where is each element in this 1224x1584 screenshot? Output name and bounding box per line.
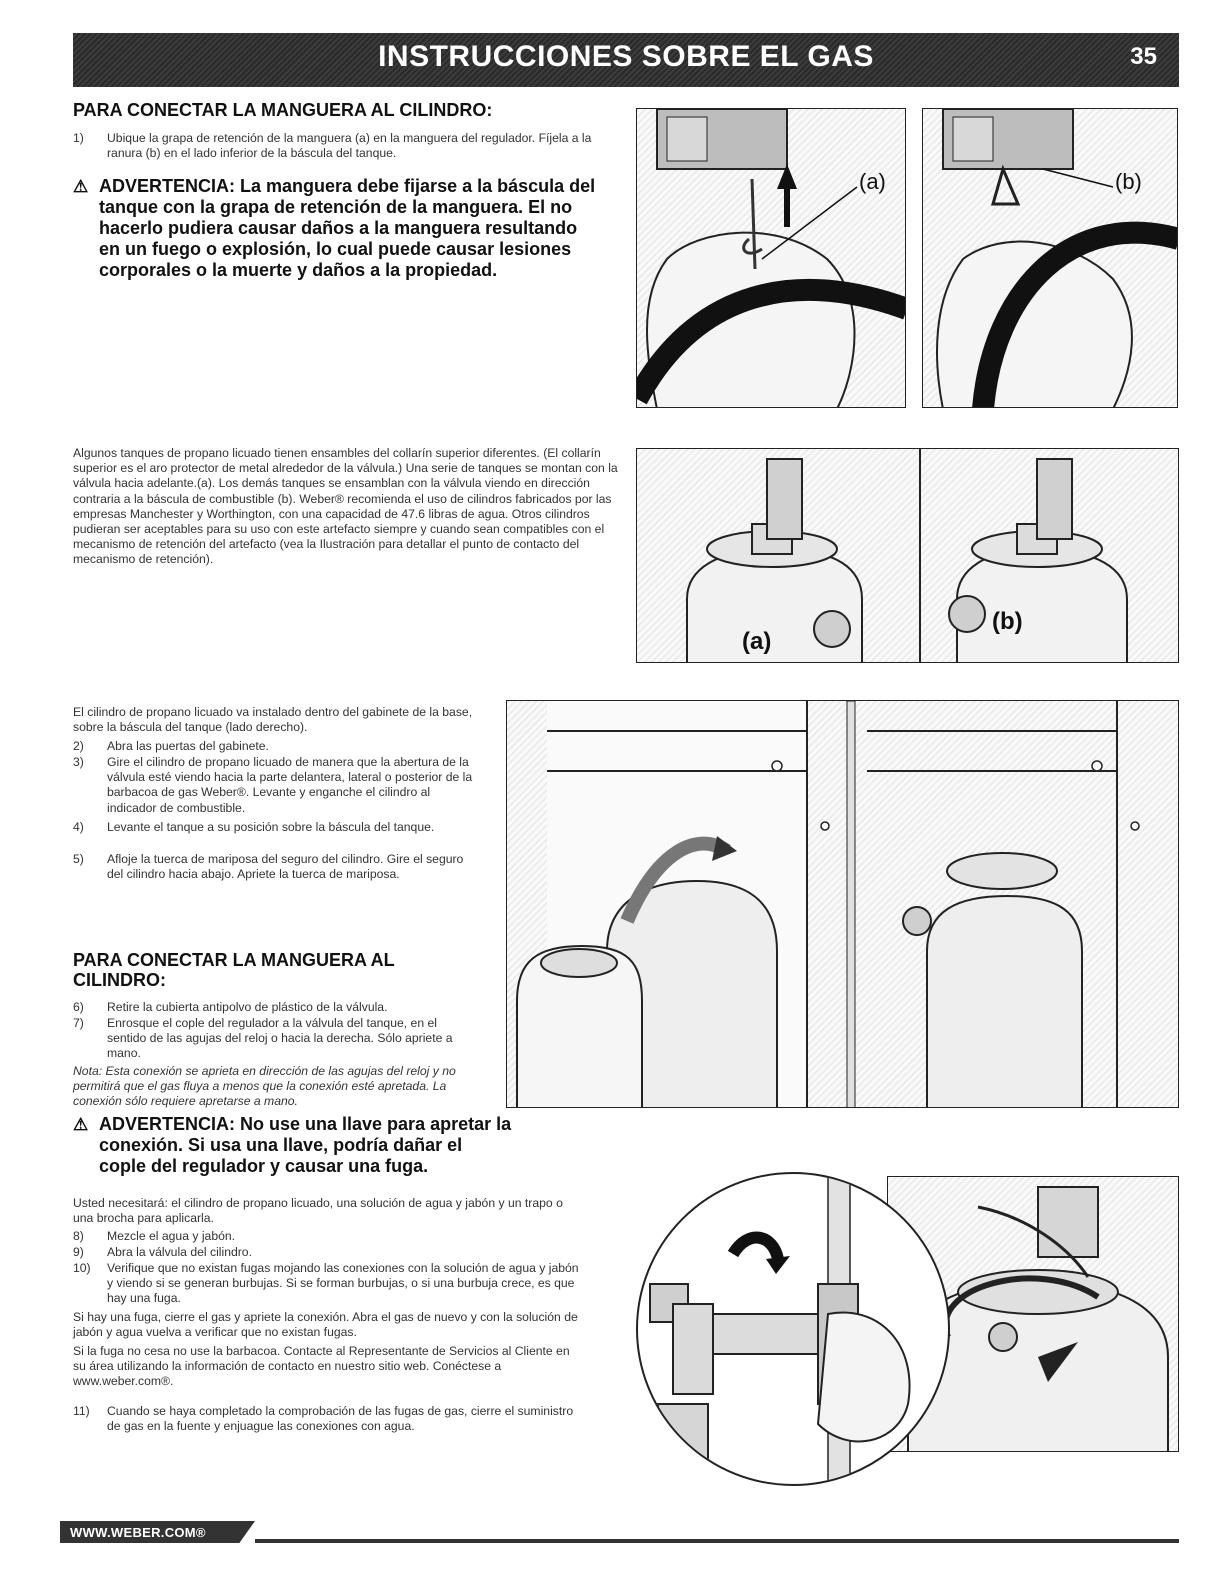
section-heading-connect-hose-2a: PARA CONECTAR LA MANGUERA AL (73, 950, 395, 970)
step-5 (73, 852, 478, 882)
step-1 (73, 131, 613, 161)
page-number: 35 (1130, 43, 1157, 70)
label-b: (b) (1115, 169, 1142, 194)
cylinder-installation-intro: El cilindro de propano licuado va instalado dentro del gabinete de la base, sobre la báscula del tanque (lado derecho). (73, 705, 473, 735)
footer-rule (255, 1539, 1179, 1543)
step-number: 2) (73, 739, 84, 753)
warning-text: ADVERTENCIA: La manguera debe fijarse a la báscula del tanque con la grapa de retención de la manguera. El no hacerlo pudiera causar daños a la manguera resultando en un fuego o explosión, lo cual puede causar lesiones corporales o la muerte y daños a la propiedad. (99, 176, 596, 280)
warning-triangle-icon: ⚠ (73, 177, 89, 196)
leak-repair-paragraph: Si hay una fuga, cierre el gas y apriete la conexión. Abra el gas de nuevo y con la solución de jabón y agua vuelva a verificar que no existan fugas. (73, 1310, 578, 1340)
leak-persists-paragraph: Si la fuga no cesa no use la barbacoa. Contacte al Representante de Servicios al Cliente en su área utilizando la información de contacto en nuestro sitio web. Conéctese a www.weber.com®. (73, 1344, 570, 1389)
page-title: INSTRUCCIONES SOBRE EL GAS (378, 40, 874, 73)
step-number: 1) (73, 131, 84, 145)
step-number: 6) (73, 1000, 84, 1014)
step-text: Ubique la grapa de retención de la manguera (a) en la manguera del regulador. Fíjela a la ranura (b) en el lado inferior de la báscula del tanque. (107, 131, 592, 161)
step-text: Verifique que no existan fugas mojando las conexiones con la solución de agua y jabón y viendo si se generan burbujas. Si se forman burbujas, o si una burbuja crece, es que hay una fuga. (107, 1261, 579, 1306)
regulator-closeup-illustration (638, 1174, 948, 1484)
label-a: (a) (742, 628, 772, 655)
page-header (73, 33, 1179, 87)
step-number: 3) (73, 755, 84, 769)
step-text: Abra la válvula del cilindro. (107, 1245, 252, 1259)
step-number: 4) (73, 820, 84, 834)
footer-url[interactable]: WWW.WEBER.COM® (70, 1525, 206, 1540)
step-number: 9) (73, 1245, 84, 1259)
step-6 (73, 1000, 478, 1015)
step-number: 10) (73, 1261, 91, 1275)
step-number: 8) (73, 1229, 84, 1243)
step-text: Afloje la tuerca de mariposa del seguro del cilindro. Gire el seguro del cilindro hacia abajo. Apriete la tuerca de mariposa. (107, 852, 464, 882)
figure-regulator-closeup (636, 1172, 950, 1486)
step-text: Retire la cubierta antipolvo de plástico de la válvula. (107, 1000, 388, 1014)
collar-orientation-illustration (637, 449, 1179, 663)
warning-hose-clip (73, 176, 603, 281)
figure-hose-clip-a (636, 108, 906, 408)
figure-hose-clip-b (922, 108, 1178, 408)
collar-assembly-paragraph: Algunos tanques de propano licuado tienen ensambles del collarín superior diferentes. (El collarín superior es el aro protector de metal alrededor de la válvula.) Una serie de tanques se montan con la válvula hacia adelante.(a). Los demás tanques se ensamblan con la válvula viendo en dirección contraria a la báscula de combustible (b). Weber® recomienda el uso de cilindros fabricados por las empresas Manchester y Worthington, con una capacidad de 47.6 libras de agua. Otros cilindros pudieran ser aceptables para su uso con este artefacto siempre y cuando sean compatibles con el mecanismo de retención del artefacto (vea la Ilustración para detallar el punto de contacto del mecanismo de retención). (73, 446, 618, 567)
warning-wrench (73, 1114, 513, 1177)
step-text: Enrosque el cople del regulador a la válvula del tanque, en el sentido de las agujas del reloj o hacia la derecha. Sólo apriete a mano. (107, 1016, 453, 1061)
figure-cabinet-installation (506, 700, 1179, 1108)
hose-clip-illustration-a (637, 109, 906, 408)
step-text: Abra las puertas del gabinete. (107, 739, 269, 753)
step-number: 7) (73, 1016, 84, 1030)
note-clockwise: Nota: Esta conexión se aprieta en dirección de las agujas del reloj y no permitirá que el gas fluya a menos que la conexión esté apretada. La conexión sólo requiere apretarse a mano. (73, 1064, 456, 1109)
step-text: Gire el cilindro de propano licuado de manera que la abertura de la válvula esté viendo hacia la parte delantera, lateral o posterior de la barbacoa de gas Weber®. Levante y enganche el cilindro al indicador de combustible. (107, 755, 473, 815)
step-number: 11) (73, 1404, 90, 1418)
step-10 (73, 1261, 583, 1307)
figure-collar-orientation (636, 448, 1179, 663)
hose-clip-illustration-b (923, 109, 1178, 408)
label-a: (a) (859, 169, 886, 194)
section-heading-connect-hose: PARA CONECTAR LA MANGUERA AL CILINDRO: (73, 100, 493, 120)
step-text: Levante el tanque a su posición sobre la báscula del tanque. (107, 820, 435, 834)
step-2 (73, 739, 478, 754)
leak-test-intro: Usted necesitará: el cilindro de propano licuado, una solución de agua y jabón y un trapo o una brocha para aplicarla. (73, 1196, 563, 1226)
step-3 (73, 755, 478, 816)
step-text: Cuando se haya completado la comprobación de las fugas de gas, cierre el suministro de gas en la fuente y enjuague las conexiones con agua. (107, 1404, 574, 1434)
step-11 (73, 1404, 583, 1434)
section-heading-connect-hose-2b: CILINDRO: (73, 970, 166, 990)
step-4 (73, 820, 478, 835)
step-8 (73, 1229, 583, 1244)
label-b: (b) (992, 608, 1023, 635)
step-9 (73, 1245, 583, 1260)
warning-text: ADVERTENCIA: No use una llave para apretar la conexión. Si usa una llave, podría dañar el cople del regulador y causar una fuga. (99, 1114, 512, 1176)
cabinet-installation-illustration (507, 701, 1179, 1108)
step-7 (73, 1016, 478, 1062)
step-number: 5) (73, 852, 84, 866)
warning-triangle-icon: ⚠ (73, 1115, 89, 1134)
step-text: Mezcle el agua y jabón. (107, 1229, 236, 1243)
